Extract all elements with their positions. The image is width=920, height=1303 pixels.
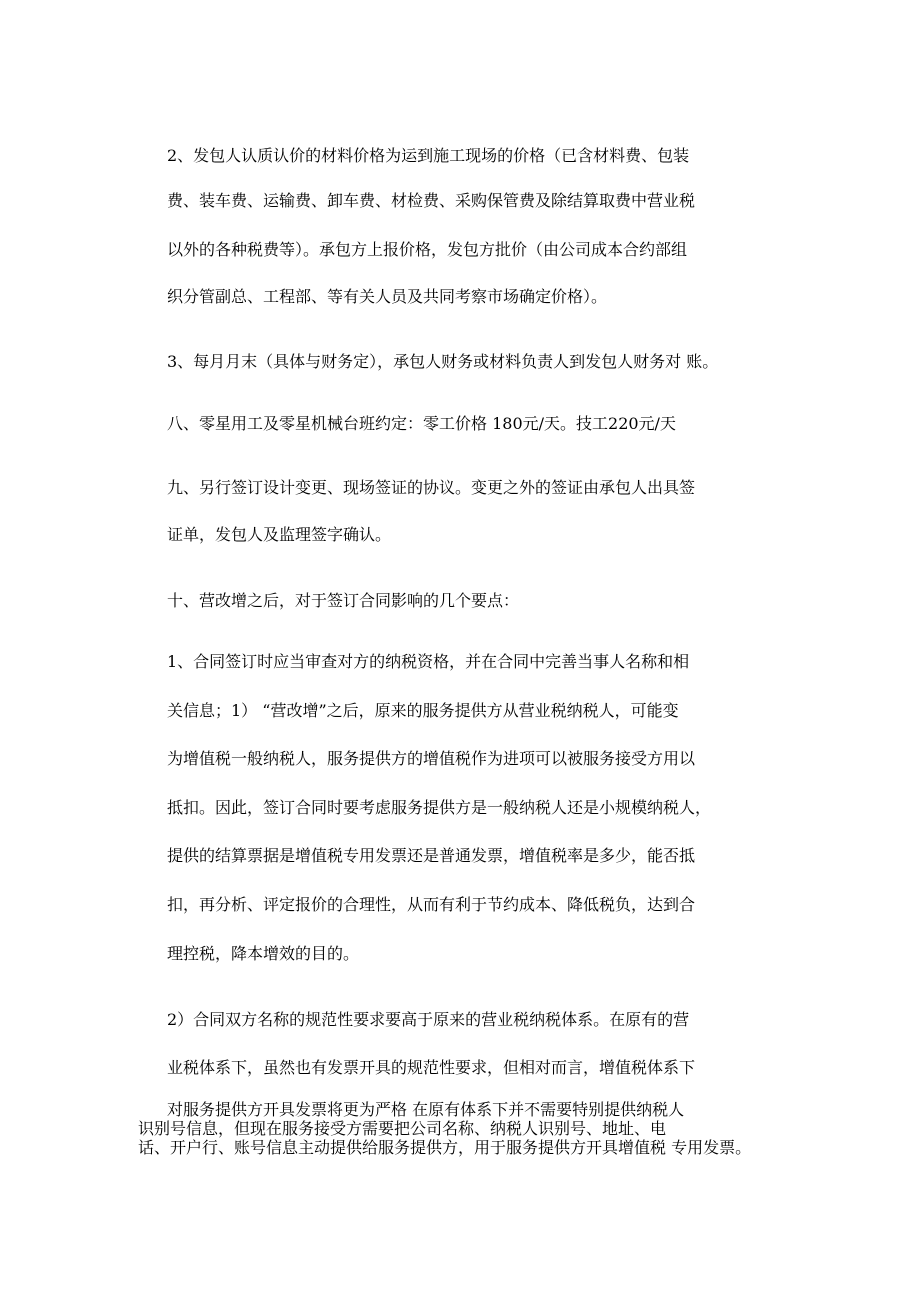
text-line: 理控税，降本增效的目的。 [167, 944, 360, 963]
text-line: 证单，发包人及监理签字确认。 [167, 525, 392, 544]
text-line: 为增值税一般纳税人，服务提供方的增值税作为进项可以被服务接受方用以 [167, 749, 696, 768]
text-line: 业税体系下，虽然也有发票开具的规范性要求，但相对而言，增值税体系下 [167, 1058, 696, 1077]
text-line: 识别号信息，但现在服务接受方需要把公司名称、纳税人识别号、地址、电 [138, 1119, 667, 1138]
text-line: 对服务提供方开具发票将更为严格 在原有体系下并不需要特别提供纳税人 [167, 1100, 685, 1119]
text-line: 费、装车费、运输费、卸车费、材检费、采购保管费及除结算取费中营业税 [167, 191, 696, 210]
text-line: 话、开户行、账号信息主动提供给服务提供方，用于服务提供方开具增值税 专用发票。 [138, 1138, 752, 1157]
text-line: 3、每月月末（具体与财务定），承包人财务或材料负责人到发包人财务对 账。 [167, 352, 719, 371]
text-line: 扣，再分析、评定报价的合理性，从而有利于节约成本、降低税负，达到合 [167, 895, 696, 914]
text-line: 十、营改增之后，对于签订合同影响的几个要点： [167, 591, 520, 610]
text-line: 抵扣。因此，签订合同时要考虑服务提供方是一般纳税人还是小规模纳税人， [167, 798, 712, 817]
text-line: 织分管副总、工程部、等有关人员及共同考察市场确定价格）。 [167, 287, 608, 306]
text-line: 2）合同双方名称的规范性要求要高于原来的营业税纳税体系。在原有的营 [167, 1010, 690, 1029]
text-line: 八、零星用工及零星机械台班约定：零工价格 180元/天。技工220元/天 [167, 414, 676, 433]
text-line: 1、合同签订时应当审查对方的纳税资格，并在合同中完善当事人名称和相 [167, 652, 690, 671]
text-line: 九、另行签订设计变更、现场签证的协议。变更之外的签证由承包人出具签 [167, 478, 696, 497]
text-line: 关信息；1） “营改增”之后，原来的服务提供方从营业税纳税人，可能变 [167, 701, 679, 720]
text-line: 2、发包人认质认价的材料价格为运到施工现场的价格（已含材料费、包装 [167, 146, 690, 165]
text-line: 以外的各种税费等）。承包方上报价格，发包方批价（由公司成本合约部组 [167, 240, 688, 259]
text-line: 提供的结算票据是增值税专用发票还是普通发票，增值税率是多少，能否抵 [167, 846, 696, 865]
